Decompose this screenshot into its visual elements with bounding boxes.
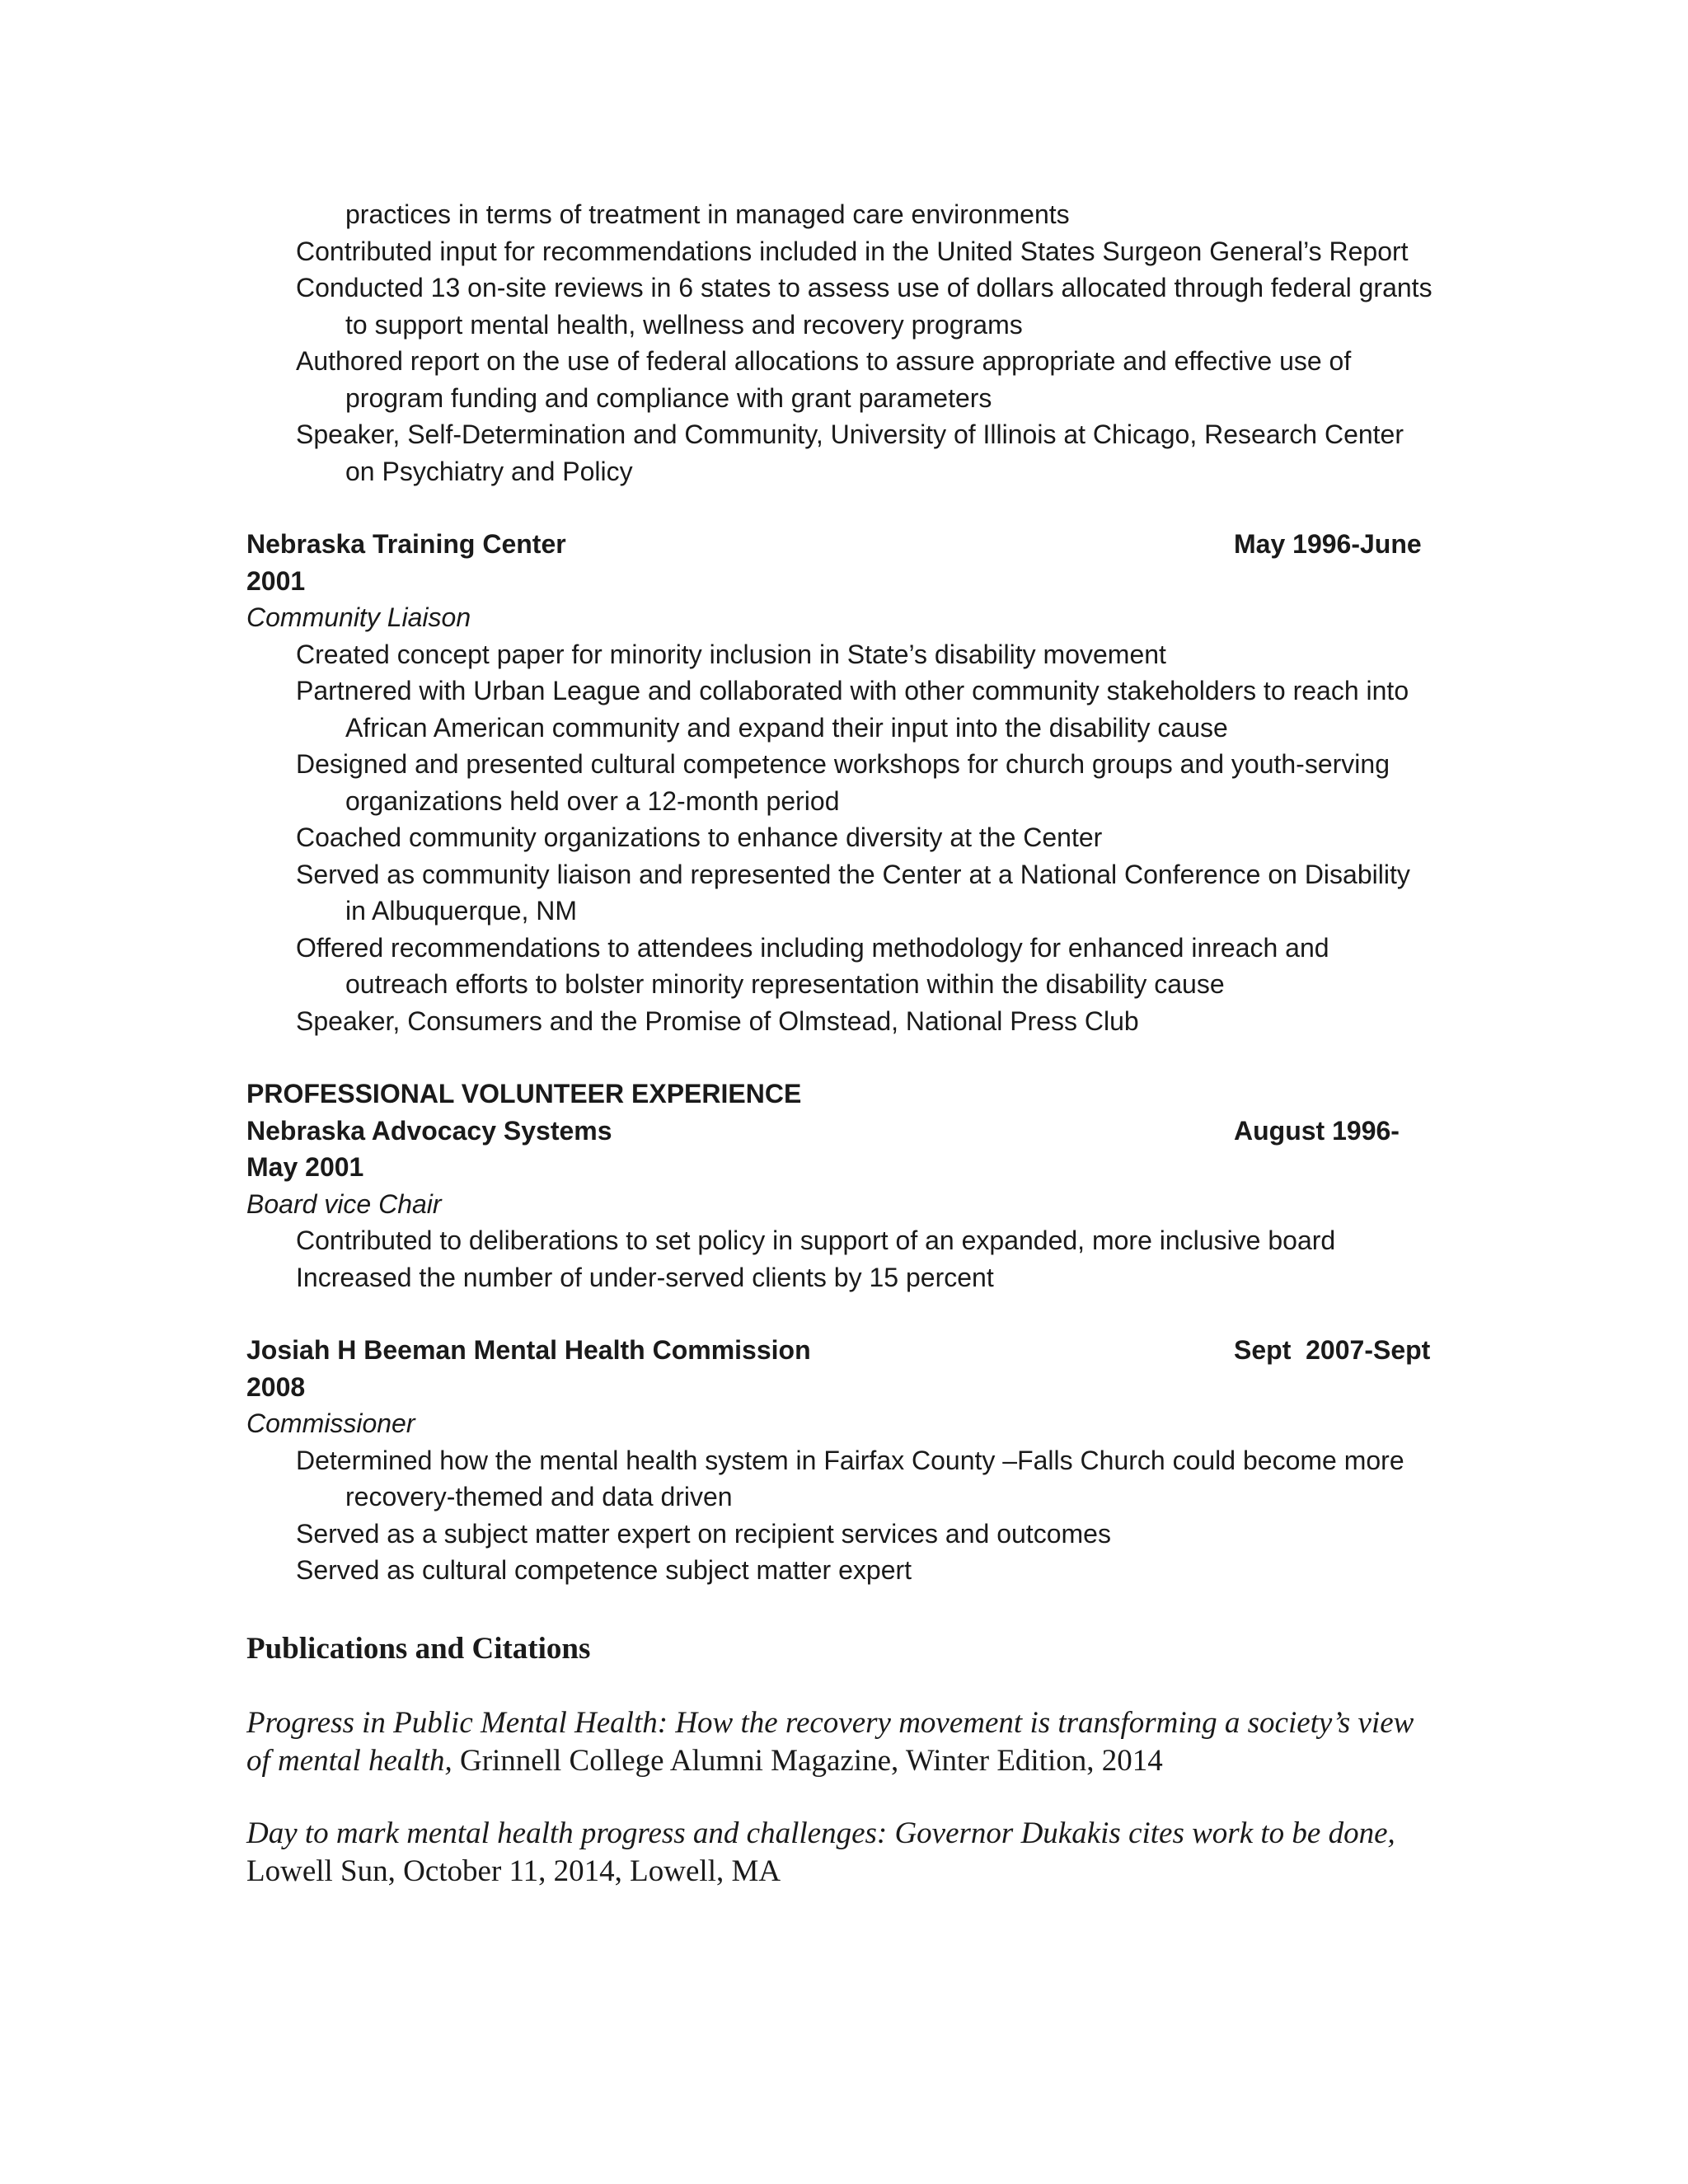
job-date-year: 2001	[246, 565, 306, 596]
publication-source: Lowell Sun, October 11, 2014, Lowell, MA	[246, 1816, 1411, 1888]
bullet-item: Speaker, Consumers and the Promise of Olmstead, National Press Club	[296, 1005, 1139, 1036]
job-role: Board vice Chair	[246, 1188, 442, 1219]
bullet-item: Authored report on the use of federal allocations to assure appropriate and effective use of program funding and compliance with grant parameters	[296, 346, 1352, 413]
job-role: Commissioner	[246, 1408, 415, 1438]
bullet-item: Served as cultural competence subject matter expert	[296, 1555, 912, 1585]
job-header	[246, 1113, 1433, 1150]
page-content	[246, 196, 1433, 1891]
bullet-item: Offered recommendations to attendees including methodology for enhanced inreach and outreach efforts to bolster minority representation within the disability cause	[296, 932, 1329, 999]
job-date-year: May 2001	[246, 1152, 364, 1182]
job-nebraska-advocacy-systems	[246, 1113, 1433, 1296]
job-date-year: 2008	[246, 1371, 306, 1402]
publications-heading: Publications and Citations	[246, 1631, 591, 1666]
job-organization: Nebraska Training Center	[246, 529, 566, 559]
bullet-item: Speaker, Self-Determination and Community, University of Illinois at Chicago, Research Center on Psychiatry and Policy	[296, 419, 1404, 486]
volunteer-section-heading: PROFESSIONAL VOLUNTEER EXPERIENCE	[246, 1079, 802, 1108]
bullet-item: Conducted 13 on-site reviews in 6 states to assess use of dollars allocated through federal grants to support mental health, wellness and recovery programs	[296, 273, 1432, 340]
job-header	[246, 526, 1433, 563]
bullet-item: Contributed to deliberations to set policy in support of an expanded, more inclusive board	[296, 1226, 1336, 1255]
job-date: Sept 2007-Sept	[1234, 1335, 1431, 1365]
bullet-item: Determined how the mental health system in Fairfax County –Falls Church could become more recovery-themed and data driven	[296, 1445, 1404, 1511]
publication-title: Progress in Public Mental Health: How the recovery movement is transforming a society’s view of mental health,	[246, 1705, 1414, 1778]
job-date: August 1996-	[1234, 1115, 1400, 1146]
bullet-item: Served as a subject matter expert on recipient services and outcomes	[296, 1518, 1111, 1549]
job-header	[246, 1332, 1433, 1369]
publication-title: Day to mark mental health progress and challenges: Governor Dukakis cites work to be done,	[246, 1816, 1395, 1850]
job-organization: Nebraska Advocacy Systems	[246, 1115, 612, 1146]
bullet-item: Coached community organizations to enhance diversity at the Center	[296, 823, 1103, 852]
publication-item	[246, 1704, 1433, 1780]
bullet-item: Partnered with Urban League and collaborated with other community stakeholders to reach into African American community and expand their input into the disability cause	[296, 676, 1409, 743]
bullet-item: practices in terms of treatment in managed care environments	[345, 199, 1070, 229]
bullet-item: Contributed input for recommendations included in the United States Surgeon General’s Report	[296, 236, 1409, 266]
bullet-item: Created concept paper for minority inclusion in State’s disability movement	[296, 639, 1166, 669]
bullet-item: Increased the number of under-served clients by 15 percent	[296, 1262, 994, 1292]
continued-bullet-list	[246, 196, 1433, 490]
publication-source: Grinnell College Alumni Magazine, Winter Edition, 2014	[452, 1743, 1163, 1778]
job-date: May 1996-June	[1234, 529, 1422, 559]
job-role: Community Liaison	[246, 602, 471, 632]
job-organization: Josiah H Beeman Mental Health Commission	[246, 1335, 811, 1365]
bullet-item: Designed and presented cultural competence workshops for church groups and youth-serving organizations held over a 12-month period	[296, 749, 1390, 816]
publication-item	[246, 1815, 1433, 1891]
bullet-item: Served as community liaison and represented the Center at a National Conference on Disability in Albuquerque, NM	[296, 859, 1410, 926]
job-beeman-commission	[246, 1332, 1433, 1589]
job-nebraska-training-center	[246, 526, 1433, 1039]
